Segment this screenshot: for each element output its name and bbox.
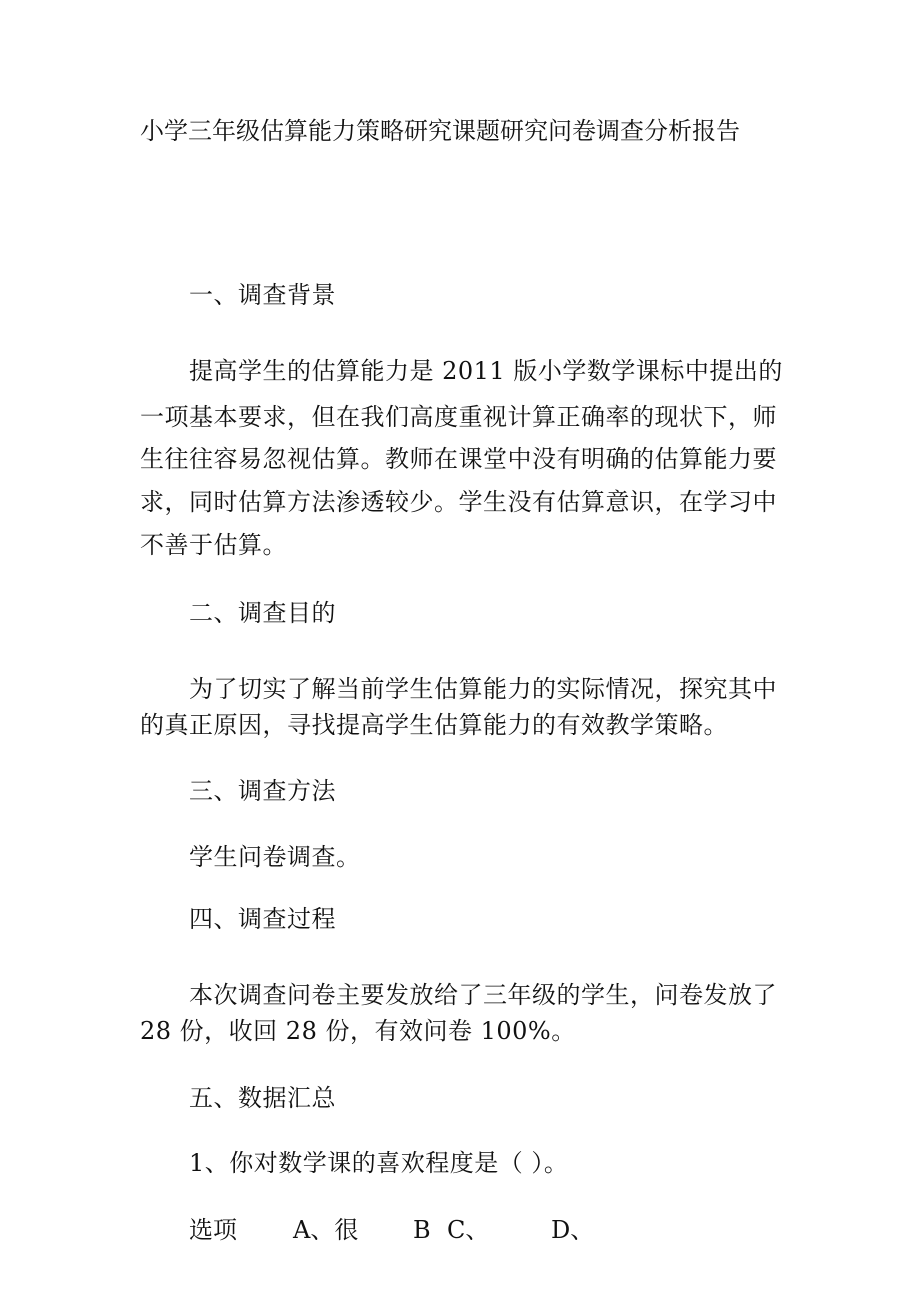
purpose-paragraph-line: 的真正原因，寻找提高学生估算能力的有效教学策略。	[140, 711, 728, 739]
option-a: A、很	[293, 1216, 359, 1244]
background-paragraph-line: 不善于估算。	[140, 531, 287, 559]
background-paragraph-line: 提高学生的估算能力是 2011 版小学数学课标中提出的	[189, 357, 783, 385]
section-heading-method: 三、调查方法	[189, 777, 336, 805]
section-heading-data-summary: 五、数据汇总	[189, 1084, 336, 1112]
background-paragraph-line: 生往往容易忽视估算。教师在课堂中没有明确的估算能力要	[140, 445, 777, 473]
background-paragraph-line: 一项基本要求，但在我们高度重视计算正确率的现状下，师	[140, 403, 777, 431]
option-b: B	[413, 1216, 431, 1244]
process-paragraph-line: 本次调查问卷主要发放给了三年级的学生，问卷发放了	[189, 981, 777, 1009]
purpose-paragraph-line: 为了切实了解当前学生估算能力的实际情况，探究其中	[189, 675, 777, 703]
option-d: D、	[551, 1216, 595, 1244]
option-c: C、	[447, 1216, 490, 1244]
process-paragraph-line: 28 份，收回 28 份，有效问卷 100%。	[140, 1017, 576, 1045]
document-title: 小学三年级估算能力策略研究课题研究问卷调查分析报告	[140, 117, 740, 145]
method-paragraph-line: 学生问卷调查。	[189, 843, 361, 871]
background-paragraph-line: 求，同时估算方法渗透较少。学生没有估算意识，在学习中	[140, 488, 777, 516]
options-label: 选项	[189, 1216, 237, 1244]
section-heading-purpose: 二、调查目的	[189, 599, 336, 627]
question-1: 1、你对数学课的喜欢程度是（ ）。	[189, 1149, 569, 1177]
section-heading-process: 四、调查过程	[189, 905, 336, 933]
section-heading-background: 一、调查背景	[189, 281, 336, 309]
